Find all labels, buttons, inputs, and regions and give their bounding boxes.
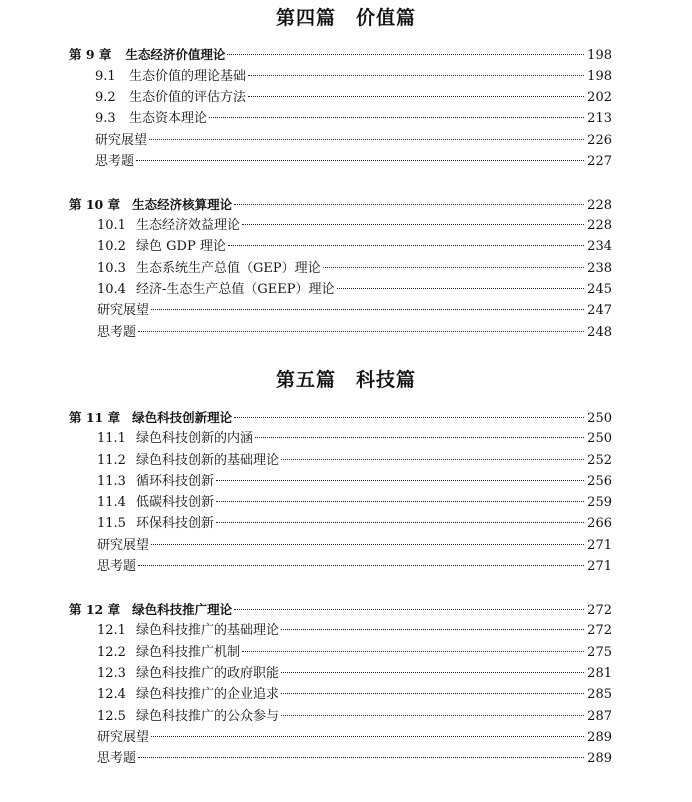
section-number: 12.5	[97, 709, 126, 724]
toc-entry-row[interactable]	[97, 728, 612, 748]
page-number: 289	[587, 751, 612, 766]
page-number: 213	[587, 111, 612, 126]
toc-entry-row[interactable]	[97, 472, 612, 492]
page-number: 228	[587, 218, 612, 233]
toc-entry-row[interactable]	[97, 493, 612, 513]
toc-entry-row[interactable]	[97, 707, 612, 727]
dot-leader	[151, 544, 584, 545]
page-number: 226	[587, 133, 612, 148]
toc-entry-row[interactable]	[97, 685, 612, 705]
dot-leader	[234, 609, 584, 610]
section-number: 9.3	[95, 111, 116, 126]
page-number: 245	[587, 282, 612, 297]
page-number: 285	[587, 687, 612, 702]
section-number: 12.4	[97, 687, 126, 702]
dot-leader	[281, 459, 584, 460]
section-number: 11.2	[97, 453, 126, 468]
dot-leader	[216, 522, 584, 523]
page-number: 250	[587, 431, 612, 446]
dot-leader	[209, 117, 584, 118]
page-number: 289	[587, 730, 612, 745]
dot-leader	[248, 75, 584, 76]
toc-entry-row[interactable]	[95, 152, 612, 172]
toc-entry-row[interactable]	[97, 216, 612, 236]
section-number: 9.2	[95, 90, 116, 105]
page-number: 198	[587, 69, 612, 84]
section-title: 思考题	[97, 559, 137, 574]
section-title: 低碳科技创新	[136, 495, 215, 510]
section-number: 9.1	[95, 69, 116, 84]
toc-chapter-row[interactable]	[69, 195, 612, 215]
dot-leader	[234, 417, 584, 418]
dot-leader	[138, 565, 584, 566]
section-title: 研究展望	[95, 133, 148, 148]
toc-chapter-row[interactable]	[69, 600, 612, 620]
section-number: 11.4	[97, 495, 126, 510]
page-number: 281	[587, 666, 612, 681]
page-number: 227	[587, 154, 612, 169]
page-number: 271	[587, 559, 612, 574]
dot-leader	[234, 204, 584, 205]
chapter-title: 生态经济价值理论	[125, 47, 226, 62]
toc-entry-row[interactable]	[97, 237, 612, 257]
toc-entry-row[interactable]	[97, 643, 612, 663]
chapter-number: 第 11 章	[69, 410, 121, 425]
section-title: 绿色科技推广的企业追求	[136, 687, 280, 702]
section-number: 12.2	[97, 645, 126, 660]
section-title: 思考题	[97, 751, 137, 766]
toc-entry-row[interactable]	[97, 259, 612, 279]
page-number: 250	[587, 411, 612, 426]
page-number: 234	[587, 239, 612, 254]
page-number: 248	[587, 325, 612, 340]
section-title: 绿色科技推广的基础理论	[136, 623, 280, 638]
dot-leader	[216, 480, 584, 481]
page-number: 272	[587, 603, 612, 618]
chapter-number: 第 12 章	[69, 602, 121, 617]
page-number: 266	[587, 516, 612, 531]
section-number: 10.2	[97, 239, 126, 254]
section-title: 研究展望	[97, 303, 150, 318]
section-title: 绿色科技创新的基础理论	[136, 453, 280, 468]
page-number: 272	[587, 623, 612, 638]
section-title: 绿色科技推广机制	[136, 645, 241, 660]
section-number: 11.1	[97, 431, 126, 446]
section-number: 11.5	[97, 516, 126, 531]
dot-leader	[216, 501, 584, 502]
section-number: 12.1	[97, 623, 126, 638]
toc-entry-row[interactable]	[97, 536, 612, 556]
dot-leader	[255, 437, 584, 438]
section-title: 生态资本理论	[129, 111, 208, 126]
chapter-title: 绿色科技推广理论	[132, 602, 233, 617]
section-title: 生态价值的理论基础	[129, 69, 247, 84]
section-number: 10.1	[97, 218, 126, 233]
page-number: 256	[587, 474, 612, 489]
part-title: 第四篇 价值篇	[275, 7, 416, 29]
dot-leader	[281, 629, 584, 630]
section-title: 生态系统生产总值（GEP）理论	[136, 261, 321, 276]
chapter-title: 生态经济核算理论	[132, 197, 233, 212]
dot-leader	[138, 331, 584, 332]
page-number: 247	[587, 303, 612, 318]
toc-entry-row[interactable]	[97, 301, 612, 321]
section-title: 经济-生态生产总值（GEEP）理论	[136, 282, 335, 297]
dot-leader	[281, 672, 584, 673]
page-number: 271	[587, 538, 612, 553]
toc-entry-row[interactable]	[95, 131, 612, 151]
page-number: 228	[587, 198, 612, 213]
dot-leader	[248, 96, 584, 97]
toc-entry-row[interactable]	[97, 621, 612, 641]
section-title: 环保科技创新	[136, 516, 215, 531]
part-title: 第五篇 科技篇	[275, 369, 416, 391]
dot-leader	[227, 54, 584, 55]
section-title: 绿色科技创新的内涵	[136, 431, 254, 446]
toc-chapter-row[interactable]	[69, 408, 612, 428]
section-title: 思考题	[95, 154, 135, 169]
section-number: 11.3	[97, 474, 126, 489]
toc-entry-row[interactable]	[97, 323, 612, 343]
dot-leader	[151, 736, 584, 737]
section-number: 10.3	[97, 261, 126, 276]
page-number: 198	[587, 48, 612, 63]
section-title: 绿色 GDP 理论	[136, 239, 226, 254]
section-title: 研究展望	[97, 538, 150, 553]
dot-leader	[149, 139, 584, 140]
section-title: 生态价值的评估方法	[129, 90, 247, 105]
page-number: 287	[587, 709, 612, 724]
toc-entry-row[interactable]	[95, 88, 612, 108]
page-number: 275	[587, 645, 612, 660]
toc-chapter-row[interactable]	[69, 45, 612, 65]
dot-leader	[138, 757, 584, 758]
toc-entry-row[interactable]	[95, 109, 612, 129]
section-title: 思考题	[97, 325, 137, 340]
dot-leader	[242, 651, 584, 652]
section-title: 生态经济效益理论	[136, 218, 241, 233]
chapter-title: 绿色科技创新理论	[132, 410, 233, 425]
chapter-number: 第 9 章	[69, 47, 112, 62]
dot-leader	[151, 309, 584, 310]
dot-leader	[281, 693, 584, 694]
page-number: 238	[587, 261, 612, 276]
toc-entry-row[interactable]	[97, 557, 612, 577]
dot-leader	[281, 715, 584, 716]
page-number: 252	[587, 453, 612, 468]
page-number: 202	[587, 90, 612, 105]
chapter-number: 第 10 章	[69, 197, 121, 212]
section-title: 绿色科技推广的公众参与	[136, 709, 280, 724]
section-title: 绿色科技推广的政府职能	[136, 666, 280, 681]
dot-leader	[242, 224, 584, 225]
section-number: 12.3	[97, 666, 126, 681]
section-title: 研究展望	[97, 730, 150, 745]
toc-entry-row[interactable]	[97, 280, 612, 300]
section-title: 循环科技创新	[136, 474, 215, 489]
toc-entry-row[interactable]	[97, 429, 612, 449]
toc-entry-row[interactable]	[97, 664, 612, 684]
dot-leader	[337, 288, 585, 289]
dot-leader	[228, 245, 584, 246]
toc-entry-row[interactable]	[97, 749, 612, 769]
section-number: 10.4	[97, 282, 126, 297]
toc-entry-row[interactable]	[95, 67, 612, 87]
toc-entry-row[interactable]	[97, 514, 612, 534]
dot-leader	[323, 267, 585, 268]
page-number: 259	[587, 495, 612, 510]
dot-leader	[136, 160, 584, 161]
toc-entry-row[interactable]	[97, 451, 612, 471]
